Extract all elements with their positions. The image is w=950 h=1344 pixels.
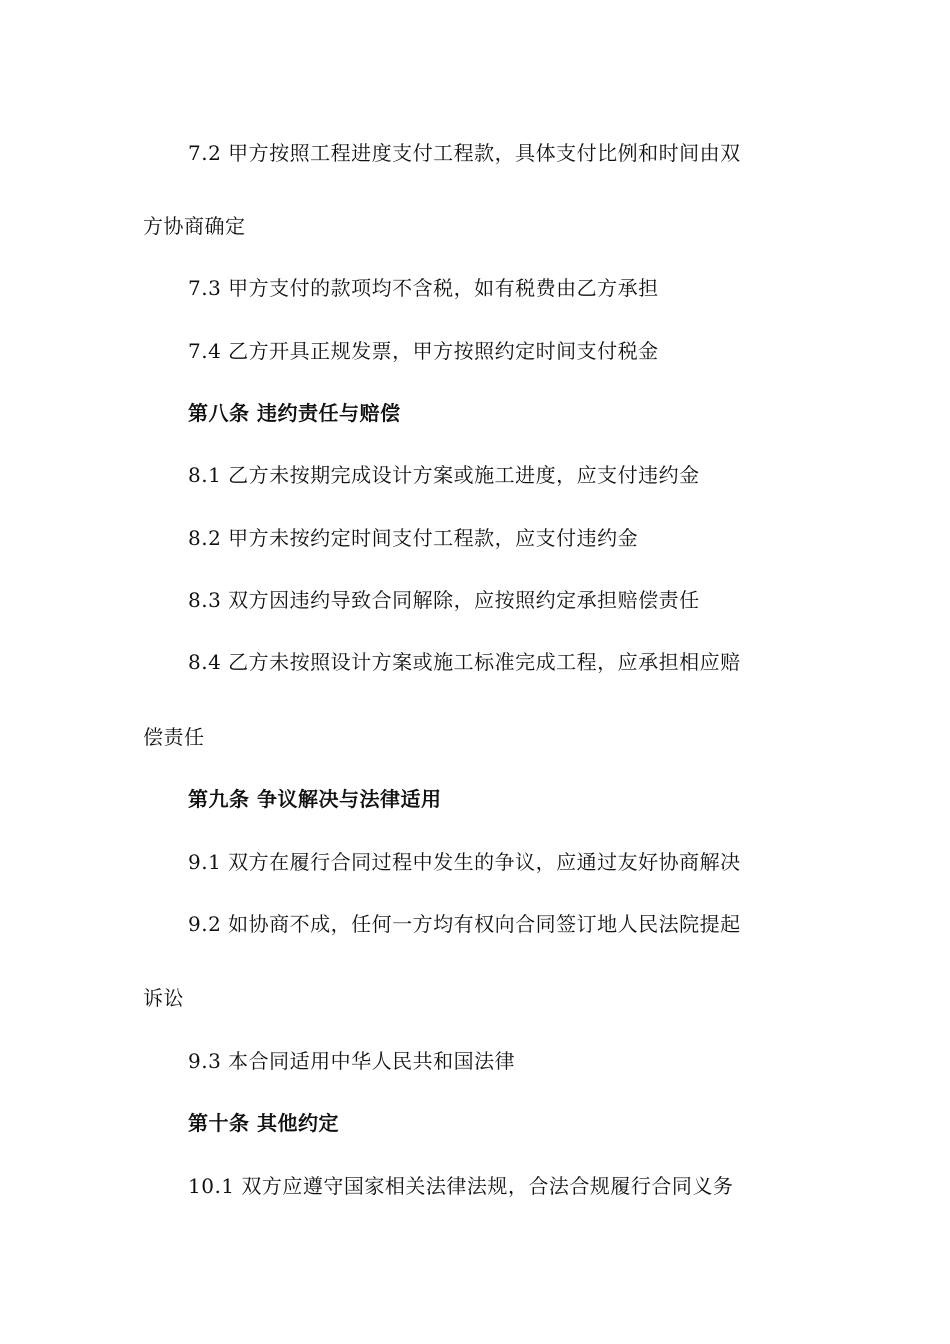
clause-7-3: 7.3 甲方支付的款项均不含税，如有税费由乙方承担 bbox=[188, 276, 659, 300]
clause-9-2-line-2: 诉讼 bbox=[143, 986, 184, 1010]
clause-8-4-line-2: 偿责任 bbox=[143, 725, 205, 749]
clause-10-1: 10.1 双方应遵守国家相关法律法规，合法合规履行合同义务 bbox=[188, 1174, 734, 1198]
clause-9-1: 9.1 双方在履行合同过程中发生的争议，应通过友好协商解决 bbox=[188, 850, 741, 874]
clause-8-4-line-1: 8.4 乙方未按照设计方案或施工标准完成工程，应承担相应赔 bbox=[188, 650, 741, 674]
clause-8-2: 8.2 甲方未按约定时间支付工程款，应支付违约金 bbox=[188, 526, 639, 550]
clause-8-1: 8.1 乙方未按期完成设计方案或施工进度，应支付违约金 bbox=[188, 463, 700, 487]
clause-7-2-line-2: 方协商确定 bbox=[143, 214, 246, 238]
clause-9-2-line-1: 9.2 如协商不成，任何一方均有权向合同签订地人民法院提起 bbox=[188, 912, 741, 936]
clause-9-3: 9.3 本合同适用中华人民共和国法律 bbox=[188, 1049, 516, 1073]
article-10-heading: 第十条 其他约定 bbox=[188, 1111, 339, 1135]
clause-7-2-line-1: 7.2 甲方按照工程进度支付工程款，具体支付比例和时间由双 bbox=[188, 141, 741, 165]
clause-8-3: 8.3 双方因违约导致合同解除，应按照约定承担赔偿责任 bbox=[188, 588, 700, 612]
article-8-heading: 第八条 违约责任与赔偿 bbox=[188, 401, 401, 425]
clause-7-4: 7.4 乙方开具正规发票，甲方按照约定时间支付税金 bbox=[188, 339, 659, 363]
article-9-heading: 第九条 争议解决与法律适用 bbox=[188, 787, 442, 811]
